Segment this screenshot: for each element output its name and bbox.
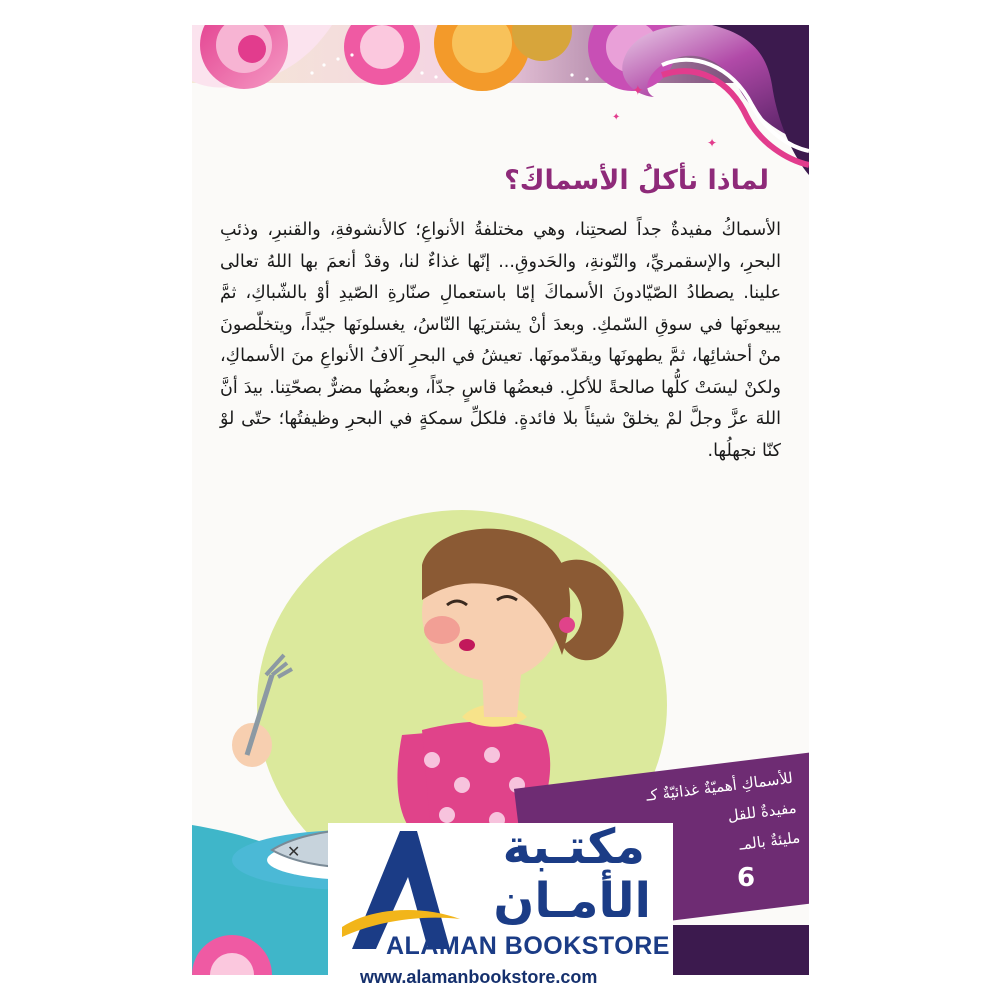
logo-english-name: ALAMAN BOOKSTORE — [386, 932, 670, 960]
logo-arabic-line-1: مكتـبة — [502, 819, 645, 875]
page-heading: لماذا نأكلُ الأسماكَ؟ — [504, 165, 769, 196]
note-line: مفيدةٌ للقل — [726, 798, 798, 825]
body-paragraph: الأسماكُ مفيدةٌ جداً لصحتِنا، وهي مختلفةُ الأنواعِ؛ كالأنشوفةِ، والقنبرِ، وذئبِ البحرِ، والإسقمريِّ، والتّونةِ، والحَدوقِ... إنّها غذاءٌ لنا، وقدْ أنعمَ بها اللهُ تعالى علينا. يصطادُ الصّيّادونَ الأسماكَ إمّا باستعمالِ صنّارةِ الصّيدِ أوْ بالشّباكِ، ثمَّ يبيعونَها في سوقِ السّمكِ. وبعدَ أنْ يشتريَها النّاسُ، يغسلونَها جيّداً، ويتخلّصونَ منْ أحشائِها، ثمَّ يطهونَها ويقدّمونَها. تعيشُ في البحرِ آلافُ الأنواعِ منَ الأسماكِ، ولكنْ ليسَتْ كلُّها صالحةً للأكلِ. فبعضُها قاسٍ جدّاً، وبعضُها مضرٌّ بصحّتِنا. بيدَ أنَّ اللهَ عزَّ وجلَّ لمْ يخلقْ شيئاً بلا فائدةٍ. فلكلِّ سمكةٍ في البحرِ وظيفتُها؛ حتّى لوْ كنّا نجهلُها. — [220, 220, 781, 461]
svg-text:✦: ✦ — [632, 83, 644, 99]
swirl-banner-decoration — [192, 25, 809, 175]
store-url: www.alamanbookstore.com — [360, 967, 598, 987]
svg-text:✕: ✕ — [287, 842, 301, 861]
svg-text:✦: ✦ — [707, 136, 718, 150]
note-line: للأسماكِ أهميّةٌ غذائيّةٌ كـ — [645, 768, 794, 805]
svg-text:✦: ✦ — [612, 112, 621, 123]
page-number: 6 — [737, 863, 756, 893]
store-logo — [328, 819, 673, 1000]
logo-arabic-line-2: الأمـان — [493, 873, 651, 929]
note-line: مليئةٌ بالمـ — [738, 828, 802, 854]
